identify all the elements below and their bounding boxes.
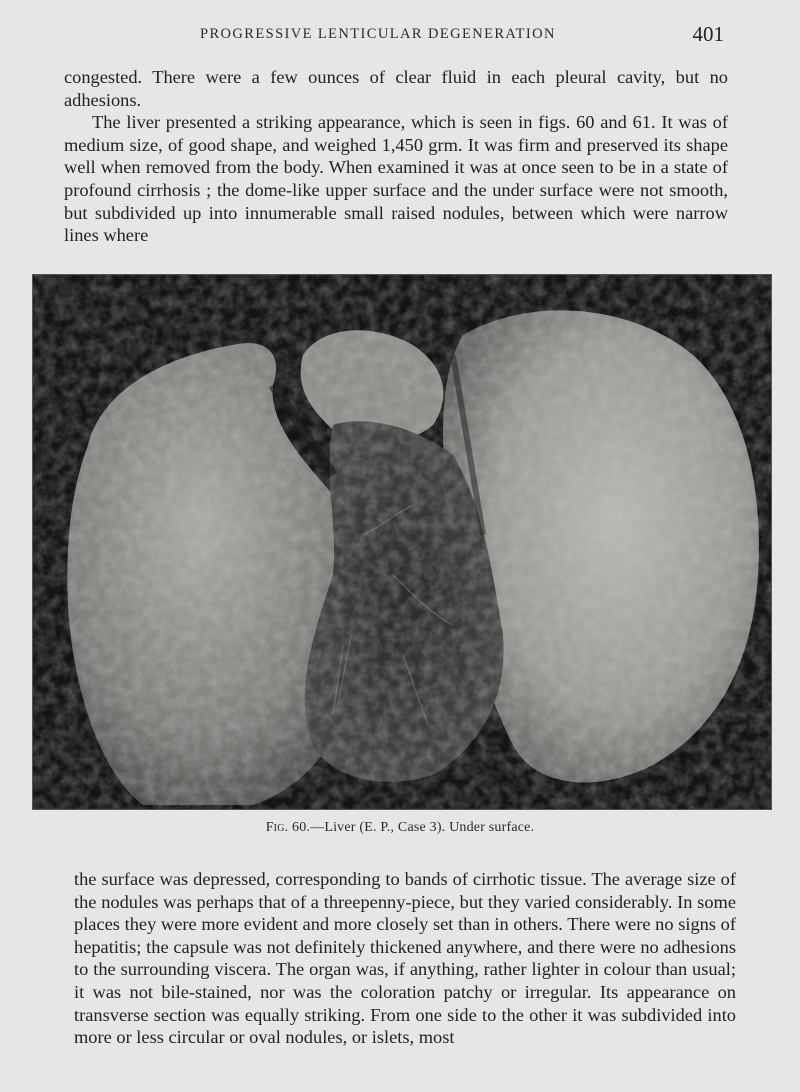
body-text-bottom [74, 868, 736, 1049]
figure-label: Fig. 60. [265, 820, 311, 835]
paragraph-liver-description: The liver presented a striking appearance, which is seen in figs. 60 and 61. It was of medium size, of good shape, and weighed 1,450 grm. It was firm and preserved its shape well when removed from the body. When examined it was at once seen to be in a state of profound cirrhosis ; the dome-like upper surface and the under surface were not smooth, but subdivided up into innumerable small raised nodules, between which were narrow lines where [64, 112, 728, 246]
paragraph-continued-surface: the surface was depressed, corresponding to bands of cirrhotic tissue. The average size of the nodules was perhaps that of a threepenny-piece, but they varied considerably. In some places they were more evident and more closely set than in others. There were no signs of hepatitis; the capsule was not definitely thickened anywhere, and there were no adhesions to the surrounding viscera. The organ was, if anything, rather lighter in colour than usual; it was not bile-stained, nor was the coloration patchy or irregular. Its appearance on transverse section was equally striking. From one side to the other it was subdivided into more or less circular or oval nodules, or islets, most [74, 869, 736, 1048]
paragraph-continued: congested. There were a few ounces of clear fluid in each pleural cavity, but no adhesions. [64, 67, 728, 110]
figure-caption-text: —Liver (E. P., Case 3). Under surface. [310, 820, 535, 835]
liver-photograph [32, 274, 772, 810]
figure-caption [0, 820, 800, 836]
running-title: PROGRESSIVE LENTICULAR DEGENERATION [200, 26, 556, 42]
page-number: 401 [692, 22, 724, 46]
body-text-top [64, 66, 728, 247]
